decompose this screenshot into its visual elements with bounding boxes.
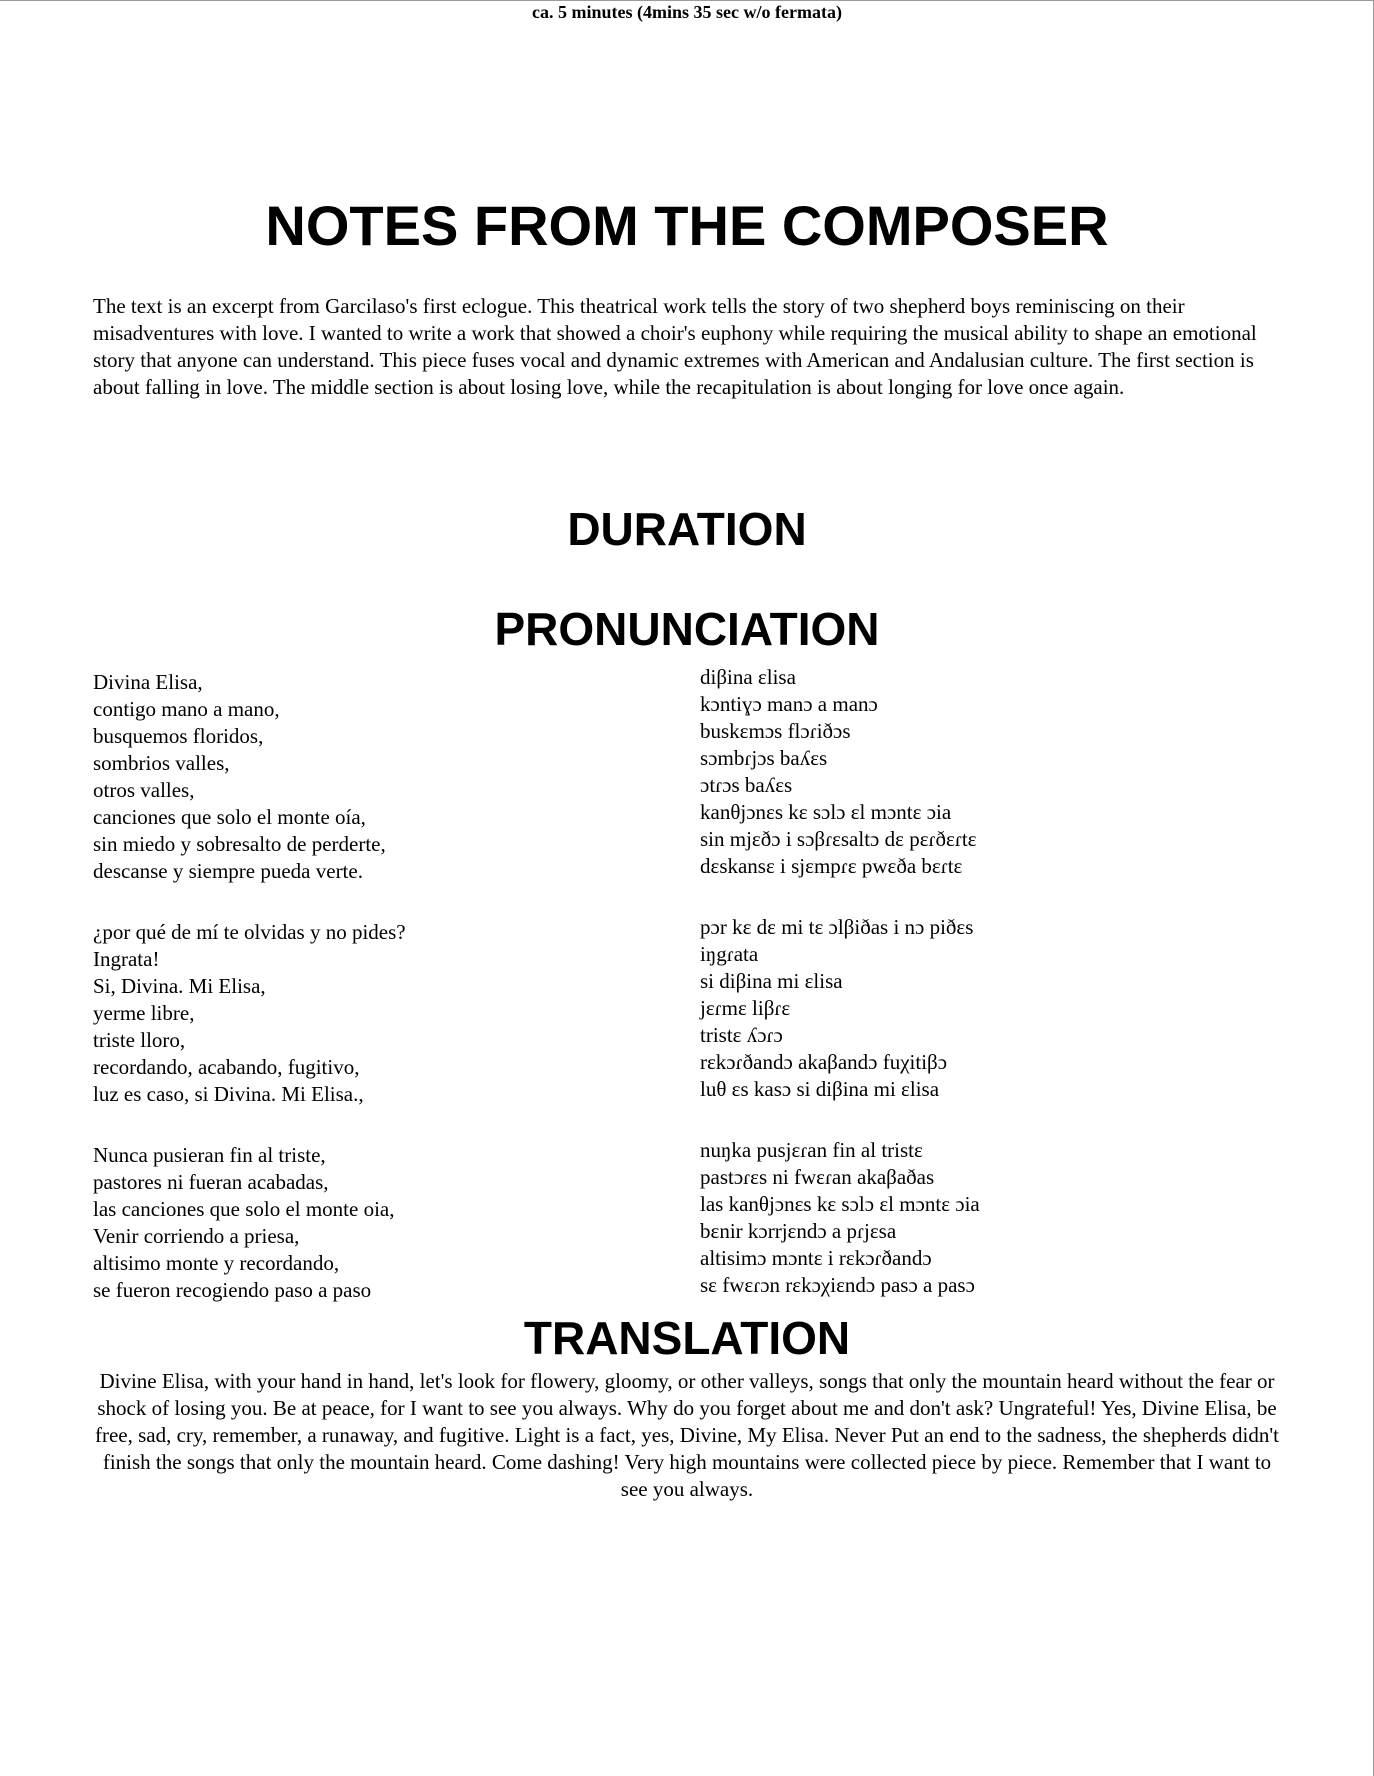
spanish-lyric-line: recordando, acabando, fugitivo,	[93, 1055, 360, 1079]
spanish-lyrics-column	[93, 669, 653, 1304]
ipa-lyric-line: dɛskansɛ i sjɛmpɾɛ pwɛða bɛɾtɛ	[700, 854, 963, 878]
ipa-lyric-line: ɔtɾɔs baʎɛs	[700, 773, 793, 797]
ipa-lyrics-column	[700, 664, 1320, 1299]
ipa-lyric-stanza	[700, 664, 1320, 880]
spanish-lyric-line: Ingrata!	[93, 947, 160, 971]
spanish-lyric-line: luz es caso, si Divina. Mi Elisa.,	[93, 1082, 364, 1106]
spanish-lyric-line: las canciones que solo el monte oia,	[93, 1197, 395, 1221]
ipa-lyric-line: rɛkɔɾðandɔ akaβandɔ fuχitiβɔ	[700, 1050, 948, 1074]
translation-heading: TRANSLATION	[523, 1312, 851, 1364]
spanish-lyric-line: canciones que solo el monte oía,	[93, 805, 366, 829]
ipa-lyric-line: kɔntiɣɔ manɔ a manɔ	[700, 692, 878, 716]
spanish-lyric-stanza	[93, 1142, 653, 1304]
duration-value: ca. 5 minutes (4mins 35 sec w/o fermata)	[532, 2, 842, 22]
pronunciation-heading: PRONUNCIATION	[494, 603, 880, 655]
ipa-lyric-stanza	[700, 914, 1320, 1103]
spanish-lyric-line: Venir corriendo a priesa,	[93, 1224, 300, 1248]
spanish-lyric-line: contigo mano a mano,	[93, 697, 280, 721]
ipa-lyric-line: nuŋka pusjɛɾan fin al tristɛ	[700, 1138, 923, 1162]
spanish-lyric-stanza	[93, 919, 653, 1108]
ipa-lyric-line: kanθjɔnɛs kɛ sɔlɔ ɛl mɔntɛ ɔia	[700, 800, 952, 824]
spanish-lyric-line: otros valles,	[93, 778, 195, 802]
spanish-lyric-stanza	[93, 669, 653, 885]
spanish-lyric-line: Nunca pusieran fin al triste,	[93, 1143, 326, 1167]
ipa-lyric-line: pɔr kɛ dɛ mi tɛ ɔlβiðas i nɔ piðɛs	[700, 915, 974, 939]
spanish-lyric-line: busquemos floridos,	[93, 724, 264, 748]
spanish-lyric-line: triste lloro,	[93, 1028, 186, 1052]
spanish-lyric-line: Si, Divina. Mi Elisa,	[93, 974, 266, 998]
translation-paragraph: Divine Elisa, with your hand in hand, let's look for flowery, gloomy, or other valleys, songs that only the mountain heard without the fear or shock of losing you. Be at peace, for I want to see you always. Why do you forget about me and don't ask? Ungrateful! Yes, Divine Elisa, be free, sad, cry, remember, a runaway, and fugitive. Light is a fact, yes, Divine, My Elisa. Never Put an end to the sadness, the shepherds didn't finish the songs that only the mountain heard. Come dashing! Very high mountains were collected piece by piece. Remember that I want to see you always.	[94, 1369, 1280, 1501]
spanish-lyric-line: sin miedo y sobresalto de perderte,	[93, 832, 386, 856]
ipa-lyric-line: jɛɾmɛ liβɾɛ	[700, 996, 791, 1020]
ipa-lyric-line: diβina ɛlisa	[700, 665, 796, 689]
ipa-lyric-line: tristɛ ʎɔɾɔ	[700, 1023, 783, 1047]
ipa-lyric-line: buskɛmɔs flɔɾiðɔs	[700, 719, 851, 743]
notes-paragraph: The text is an excerpt from Garcilaso's first eclogue. This theatrical work tells the story of two shepherd boys reminiscing on their misadventures with love. I wanted to write a work that showed a choir's euphony while requiring the musical ability to shape an emotional story that anyone can understand. This piece fuses vocal and dynamic extremes with American and Andalusian culture. The first section is about falling in love. The middle section is about losing love, while the recapitulation is about longing for love once again.	[93, 294, 1257, 399]
ipa-lyric-line: sɛ fwɛɾɔn rɛkɔχiɛndɔ pasɔ a pasɔ	[700, 1273, 975, 1297]
spanish-lyric-line: yerme libre,	[93, 1001, 195, 1025]
spanish-lyric-line: descanse y siempre pueda verte.	[93, 859, 363, 883]
spanish-lyric-line: sombrios valles,	[93, 751, 230, 775]
ipa-lyric-line: sɔmbɾjɔs baʎɛs	[700, 746, 828, 770]
ipa-lyric-line: las kanθjɔnɛs kɛ sɔlɔ ɛl mɔntɛ ɔia	[700, 1192, 980, 1216]
spanish-lyric-line: pastores ni fueran acabadas,	[93, 1170, 329, 1194]
ipa-lyric-line: iŋgɾata	[700, 942, 759, 966]
ipa-lyric-stanza	[700, 1137, 1320, 1299]
spanish-lyric-line: ¿por qué de mí te olvidas y no pides?	[93, 920, 406, 944]
ipa-lyric-line: luθ ɛs kasɔ si diβina mi ɛlisa	[700, 1077, 940, 1101]
spanish-lyric-line: Divina Elisa,	[93, 670, 203, 694]
spanish-lyric-line: altisimo monte y recordando,	[93, 1251, 340, 1275]
ipa-lyric-line: si diβina mi ɛlisa	[700, 969, 843, 993]
duration-heading: DURATION	[567, 503, 807, 555]
notes-heading: NOTES FROM THE COMPOSER	[265, 194, 1109, 257]
page-edge-top	[0, 0, 1374, 1]
ipa-lyric-line: altisimɔ mɔntɛ i rɛkɔɾðandɔ	[700, 1246, 932, 1270]
ipa-lyric-line: bɛnir kɔrrjɛndɔ a pɾjɛsa	[700, 1219, 897, 1243]
spanish-lyric-line: se fueron recogiendo paso a paso	[93, 1278, 372, 1302]
ipa-lyric-line: sin mjɛðɔ i sɔβɾɛsaltɔ dɛ pɛɾðɛɾtɛ	[700, 827, 977, 851]
ipa-lyric-line: pastɔɾɛs ni fwɛɾan akaβaðas	[700, 1165, 935, 1189]
